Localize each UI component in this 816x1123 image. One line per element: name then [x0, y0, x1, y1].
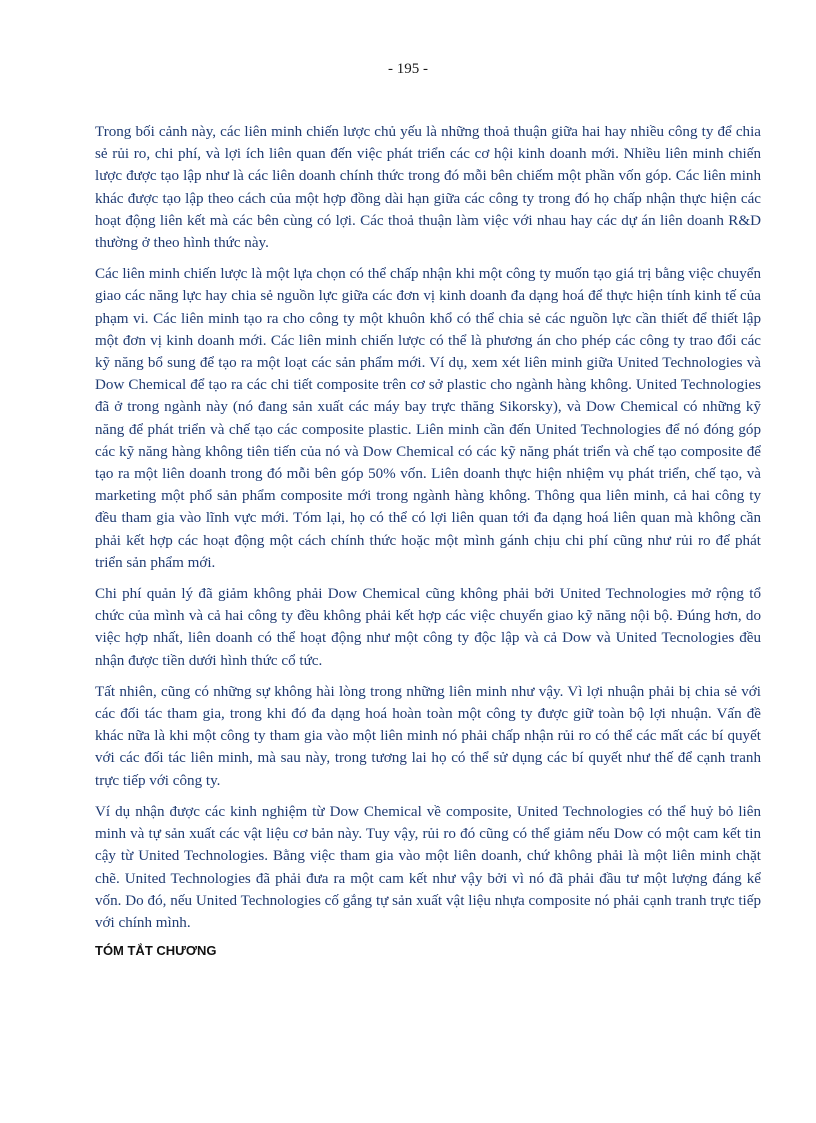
page-number: - 195 -: [388, 61, 428, 77]
paragraph-alliance-example: Các liên minh chiến lược là một lựa chọn có thể chấp nhận khi một công ty muốn tạo giá trị bằng việc chuyển giao các năng lực hay chia sẻ nguồn lực giữa các đơn vị kinh doanh đa dạng hoá để thực hiện tính kinh tế của phạm vi. Các liên minh tạo ra cho công ty một khuôn khổ có thể chia sẻ các nguồn lực cần thiết để thiết lập một đơn vị kinh doanh mới. Các liên minh chiến lược có thể là phương án cho phép các công ty trao đổi các kỹ năng bổ sung để tạo ra một loạt các sản phẩm mới. Ví dụ, xem xét liên minh giữa United Technologies và Dow Chemical để tạo ra các chi tiết composite trên cơ sở plastic cho ngành hàng không. United Technologies đã ở trong ngành này (nó đang sản xuất các máy bay trực thăng Sikorsky), và Dow Chemical có những kỹ năng để phát triển và chế tạo các composite plastic. Liên minh cần đến United Technologies để nó đóng góp các kỹ năng hàng không tiên tiến của nó và Dow Chemical có các kỹ năng phát triển và chế tạo composite để tạo ra một liên doanh trong đó mỗi bên góp 50% vốn. Liên doanh thực hiện nhiệm vụ phát triển, chế tạo, và marketing một phổ sản phẩm composite mới trong ngành hàng không. Thông qua liên minh, cả hai công ty đều tham gia vào lĩnh vực mới. Tóm lại, họ có thể có lợi liên quan tới đa dạng hoá liên quan mà không cần phải kết hợp các hoạt động một cách chính thức hoặc một mình gánh chịu chi phí cũng như rủi ro để phát triển sản phẩm mới.: [95, 266, 761, 571]
paragraph-strategic-alliances-context: Trong bối cảnh này, các liên minh chiến lược chủ yếu là những thoả thuận giữa hai hay nhiều công ty để chia sẻ rủi ro, chi phí, và lợi ích liên quan đến việc phát triển các cơ hội kinh doanh mới. Nhiều liên minh chiến lược được tạo lập như là các liên doanh chính thức trong đó mỗi bên chiếm một phần vốn góp. Các liên minh khác được tạo lập theo cách của một hợp đồng dài hạn giữa các công ty trong đó họ chấp nhận thực hiện các hoạt động liên kết mà các bên cùng có lợi. Các thoả thuận làm việc với nhau hay các dự án liên doanh R&D thường ở theo hình thức này.: [95, 124, 761, 252]
section-heading: TÓM TẮT CHƯƠNG: [95, 943, 217, 959]
document-body: [95, 121, 761, 961]
paragraph-risk-commitment: Ví dụ nhận được các kinh nghiệm từ Dow Chemical về composite, United Technologies có thể huỷ bỏ liên minh và tự sản xuất các vật liệu cơ bản này. Tuy vậy, rủi ro đó cũng có thể giảm nếu Dow có một cam kết tin cậy từ United Technologies. Bằng việc tham gia vào một liên doanh, chứ không phải là một liên minh chặt chẽ. United Technologies đã phải đưa ra một cam kết như vậy bởi vì nó đã phải đầu tư một lượng đáng kể vốn. Do đó, nếu United Technologies cố gắng tự sản xuất vật liệu nhựa composite nó phải cạnh tranh trực tiếp với chính mình.: [95, 803, 761, 931]
paragraph-disadvantages: Tất nhiên, cũng có những sự không hài lòng trong những liên minh như vậy. Vì lợi nhuận phải bị chia sẻ với các đối tác tham gia, trong khi đó đa dạng hoá hoàn toàn một công ty được giữ toàn bộ lợi nhuận. Vấn đề khác nữa là khi một công ty tham gia vào một liên minh nó phải chấp nhận rủi ro có thể các mất các bí quyết với các đối tác liên minh, mà sau này, trong tương lai họ có thể sử dụng các bí quyết như thế để cạnh tranh trực tiếp với công ty.: [95, 683, 761, 789]
paragraph-management-cost: Chi phí quản lý đã giảm không phải Dow Chemical cũng không phải bởi United Technologies mở rộng tổ chức của mình và cả hai công ty đều không phải kết hợp các việc chuyển giao kỹ năng nội bộ. Đúng hơn, do việc hợp nhất, liên doanh có thể hoạt động như một công ty độc lập và cả Dow và United Tecnologies đều nhận được tiền dưới hình thức cổ tức.: [95, 586, 761, 669]
